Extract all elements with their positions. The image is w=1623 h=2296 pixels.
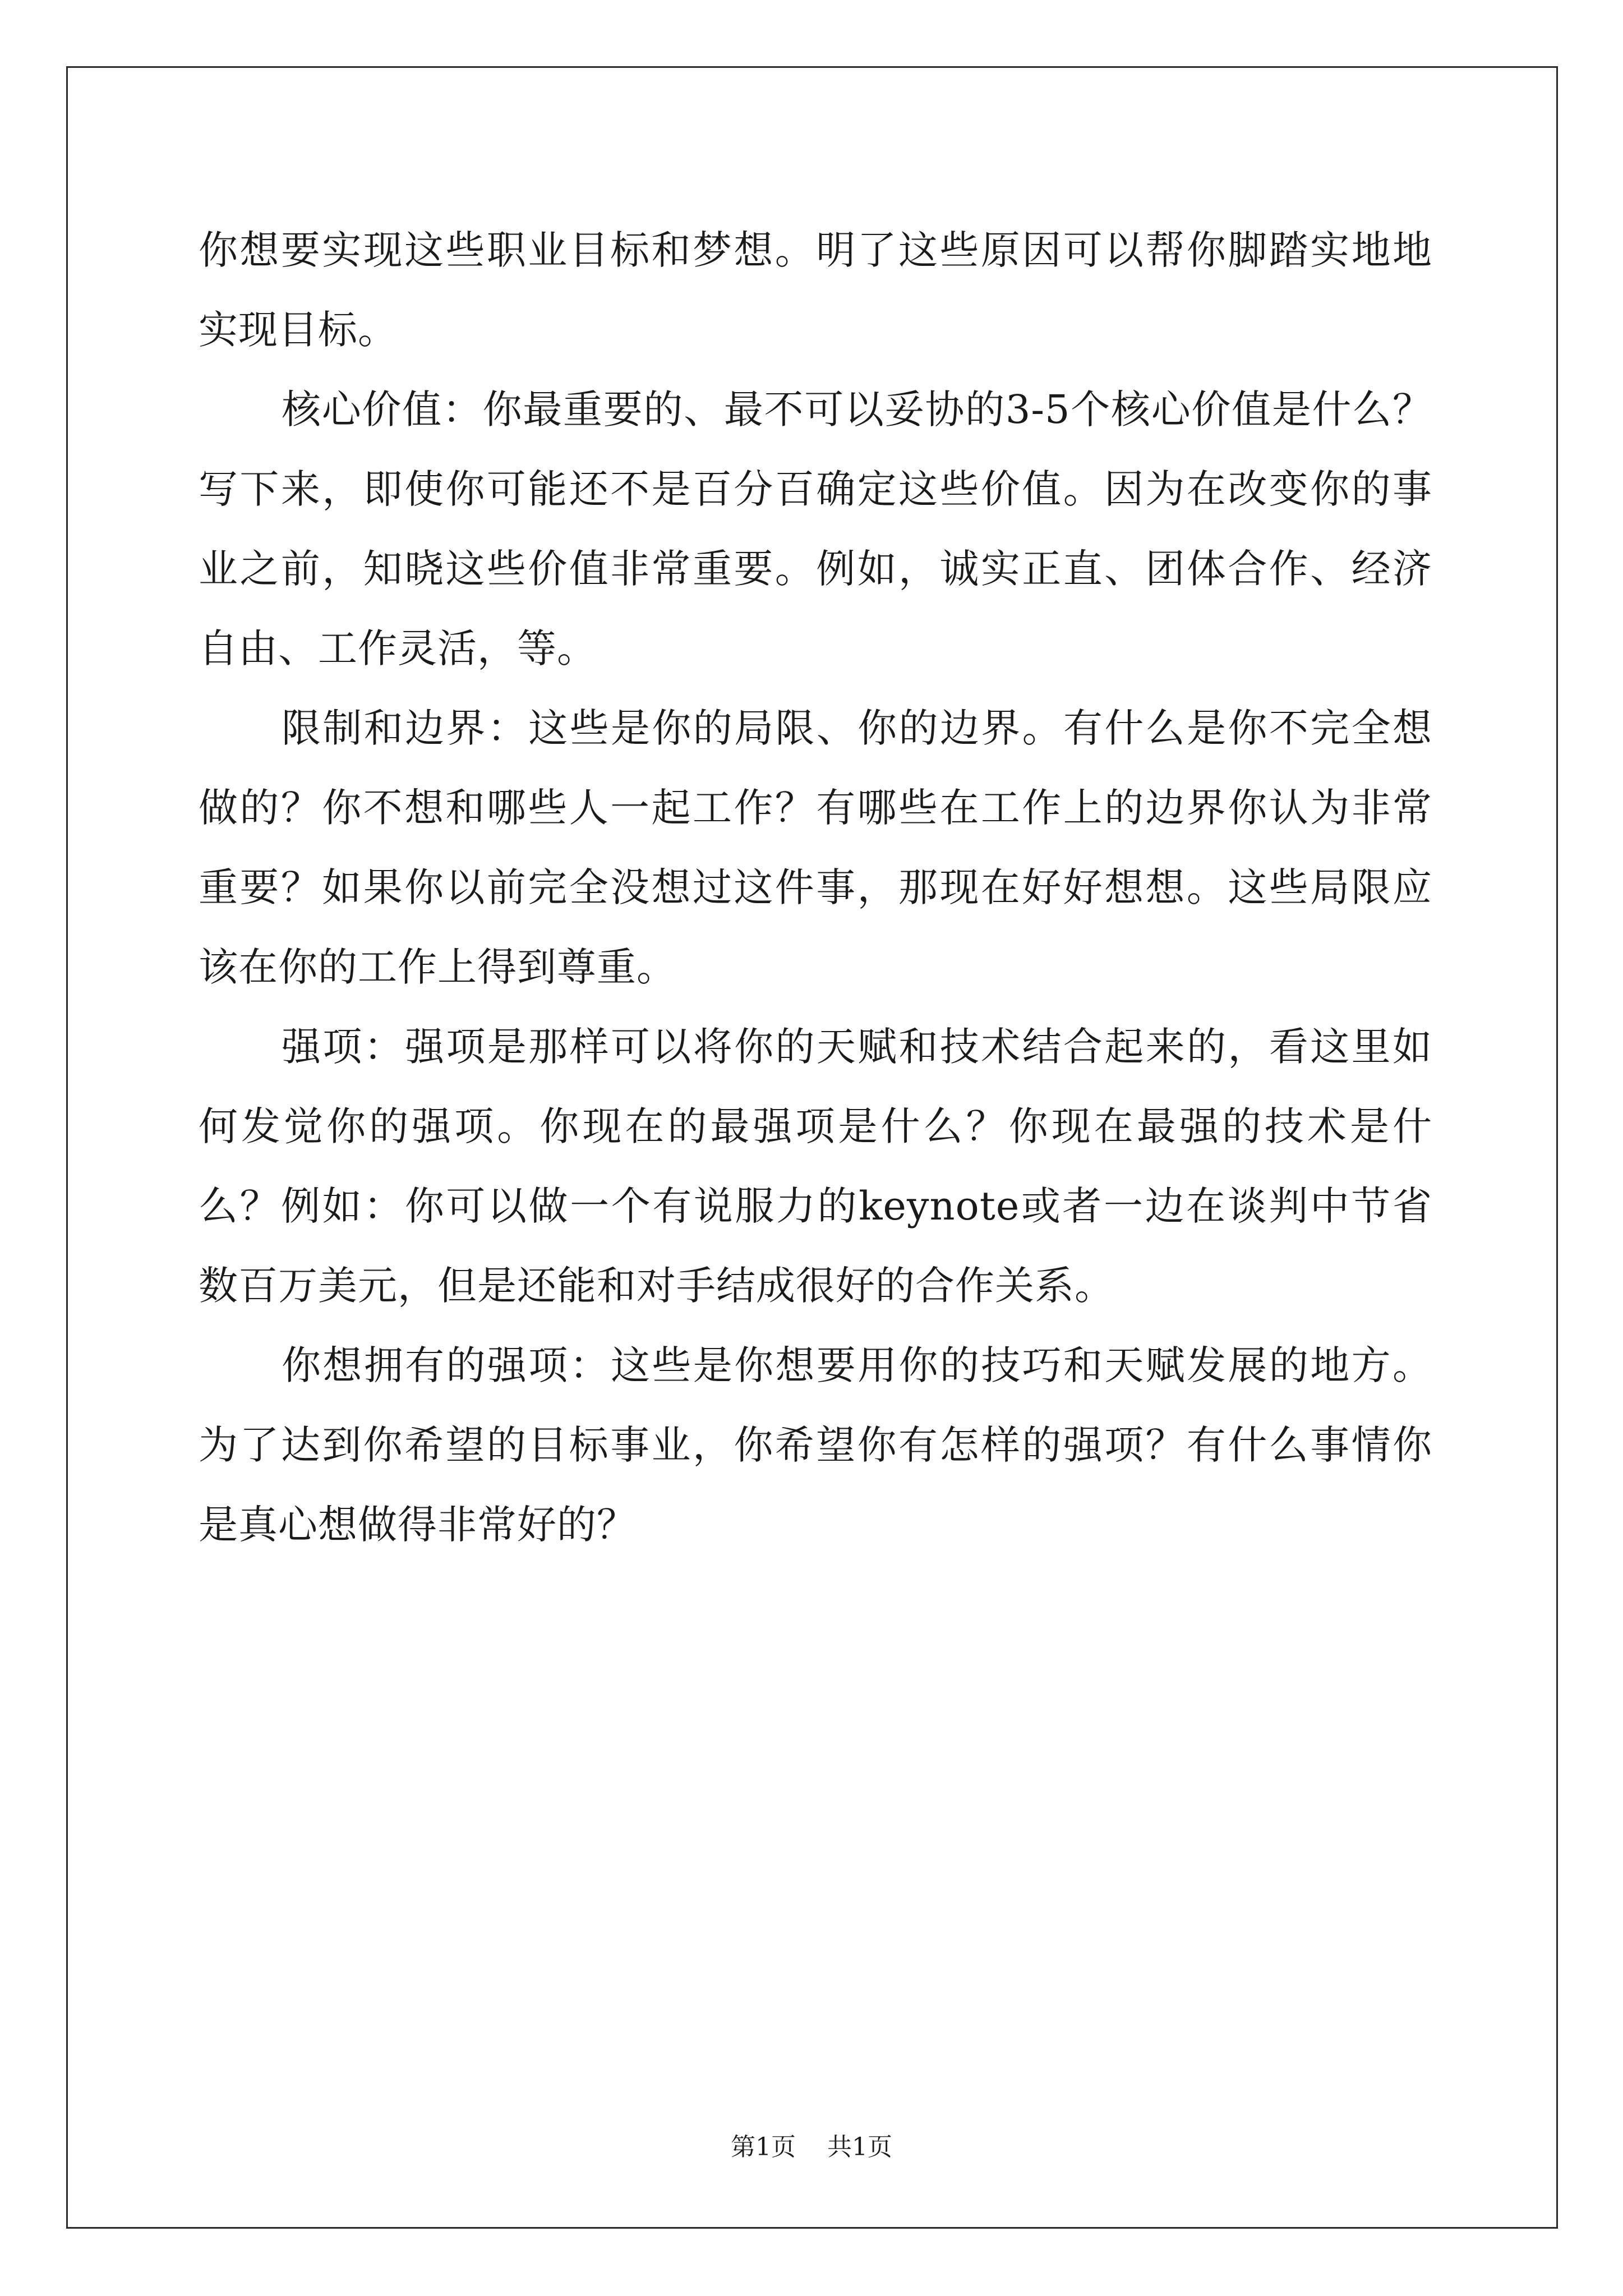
paragraph-desired-strengths: 你想拥有的强项：这些是你想要用你的技巧和天赋发展的地方。为了达到你希望的目标事业，你希望你有怎样的强项？有什么事情你是真心想做得非常好的？	[199, 1342, 1432, 1548]
paragraph-continuation: 你想要实现这些职业目标和梦想。明了这些原因可以帮你脚踏实地地实现目标。	[199, 227, 1432, 353]
document-body	[199, 210, 1432, 1565]
paragraph-strengths: 强项：强项是那样可以将你的天赋和技术结合起来的，看这里如何发觉你的强项。你现在的最强项是什么？你现在最强的技术是什么？例如：你可以做一个有说服力的keynote或者一边在谈判中节省数百万美元，但是还能和对手结成很好的合作关系。	[199, 1024, 1432, 1309]
page-footer	[0, 2131, 1623, 2164]
page-number: 第1页	[731, 2133, 796, 2161]
page-total: 共1页	[827, 2133, 892, 2161]
paragraph-core-values: 核心价值：你最重要的、最不可以妥协的3-5个核心价值是什么？写下来，即使你可能还不是百分百确定这些价值。因为在改变你的事业之前，知晓这些价值非常重要。例如，诚实正直、团体合作、经济自由、工作灵活，等。	[199, 386, 1432, 671]
paragraph-limits-boundaries: 限制和边界：这些是你的局限、你的边界。有什么是你不完全想做的？你不想和哪些人一起工作？有哪些在工作上的边界你认为非常重要？如果你以前完全没想过这件事，那现在好好想想。这些局限应该在你的工作上得到尊重。	[199, 705, 1432, 990]
